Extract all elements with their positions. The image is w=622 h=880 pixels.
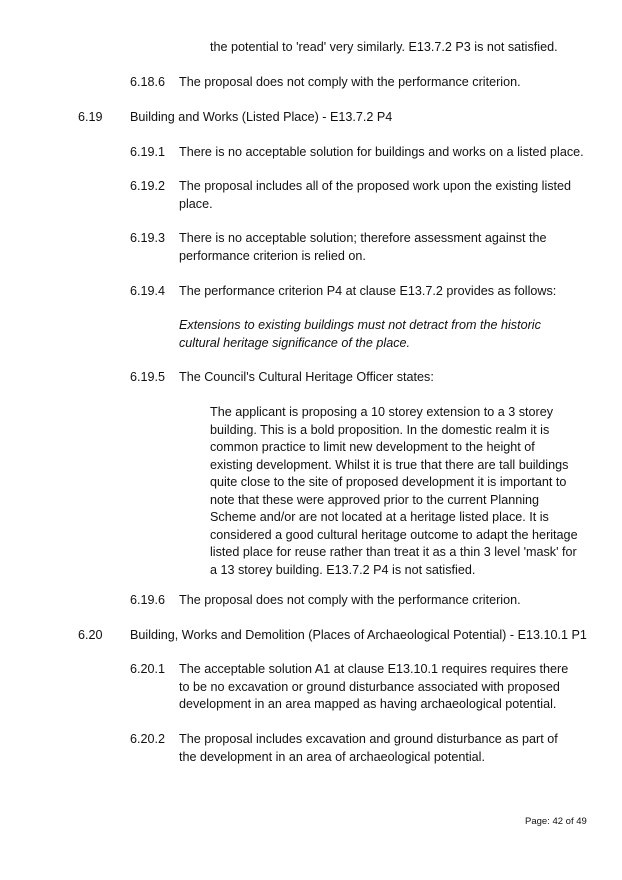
clause-number: 6.18.6 bbox=[130, 75, 166, 89]
clause-text: The performance criterion P4 at clause E13.7.2 provides as follows: bbox=[179, 284, 557, 298]
clause-number: 6.19.5 bbox=[130, 370, 166, 384]
clause-number: 6.19.6 bbox=[130, 593, 166, 607]
paragraph-text: the potential to 'read' very similarly. E13.7.2 P3 is not satisfied. bbox=[210, 40, 558, 54]
page-number-footer: Page: 42 of 49 bbox=[525, 816, 587, 827]
quoted-criterion: Extensions to existing buildings must not detract from the historic cultural heritage significance of the place. bbox=[179, 318, 541, 350]
clause-number: 6.19.1 bbox=[130, 145, 166, 159]
clause-text: There is no acceptable solution for buildings and works on a listed place. bbox=[179, 145, 584, 159]
clause-text: The proposal does not comply with the performance criterion. bbox=[179, 75, 521, 89]
section-number: 6.19 bbox=[78, 110, 103, 124]
officer-quote: The applicant is proposing a 10 storey extension to a 3 storey building. This is a bold proposition. In the domestic realm it is common practice to limit new development to the height of existing development. Whilst it is true that there are tall buildings quite close to the site of proposed development it is important to note that these were approved prior to the current Planning Scheme and/or are not located at a heritage listed place. It is considered a good cultural heritage outcome to adapt the heritage listed place for reuse rather than treat it as a thin 3 level 'mask' for a 13 storey building. E13.7.2 P4 is not satisfied. bbox=[210, 405, 578, 577]
clause-text: There is no acceptable solution; therefore assessment against the performance criterion is relied on. bbox=[179, 231, 547, 263]
clause-number: 6.19.2 bbox=[130, 179, 166, 193]
clause-text: The proposal does not comply with the performance criterion. bbox=[179, 593, 521, 607]
section-heading: Building, Works and Demolition (Places of Archaeological Potential) - E13.10.1 P1 bbox=[130, 628, 587, 642]
section-number: 6.20 bbox=[78, 628, 103, 642]
clause-text: The acceptable solution A1 at clause E13.10.1 requires requires there to be no excavation or ground disturbance associated with proposed development in an area mapped as having archaeological potential. bbox=[179, 662, 569, 711]
clause-number: 6.20.1 bbox=[130, 662, 166, 676]
clause-text: The proposal includes all of the proposed work upon the existing listed place. bbox=[179, 179, 572, 211]
clause-text: The proposal includes excavation and ground disturbance as part of the development in an area of archaeological potential. bbox=[179, 732, 558, 764]
clause-number: 6.20.2 bbox=[130, 732, 166, 746]
clause-number: 6.19.3 bbox=[130, 231, 166, 245]
clause-number: 6.19.4 bbox=[130, 284, 166, 298]
clause-text: The Council's Cultural Heritage Officer states: bbox=[179, 370, 434, 384]
section-heading: Building and Works (Listed Place) - E13.7.2 P4 bbox=[130, 110, 393, 124]
